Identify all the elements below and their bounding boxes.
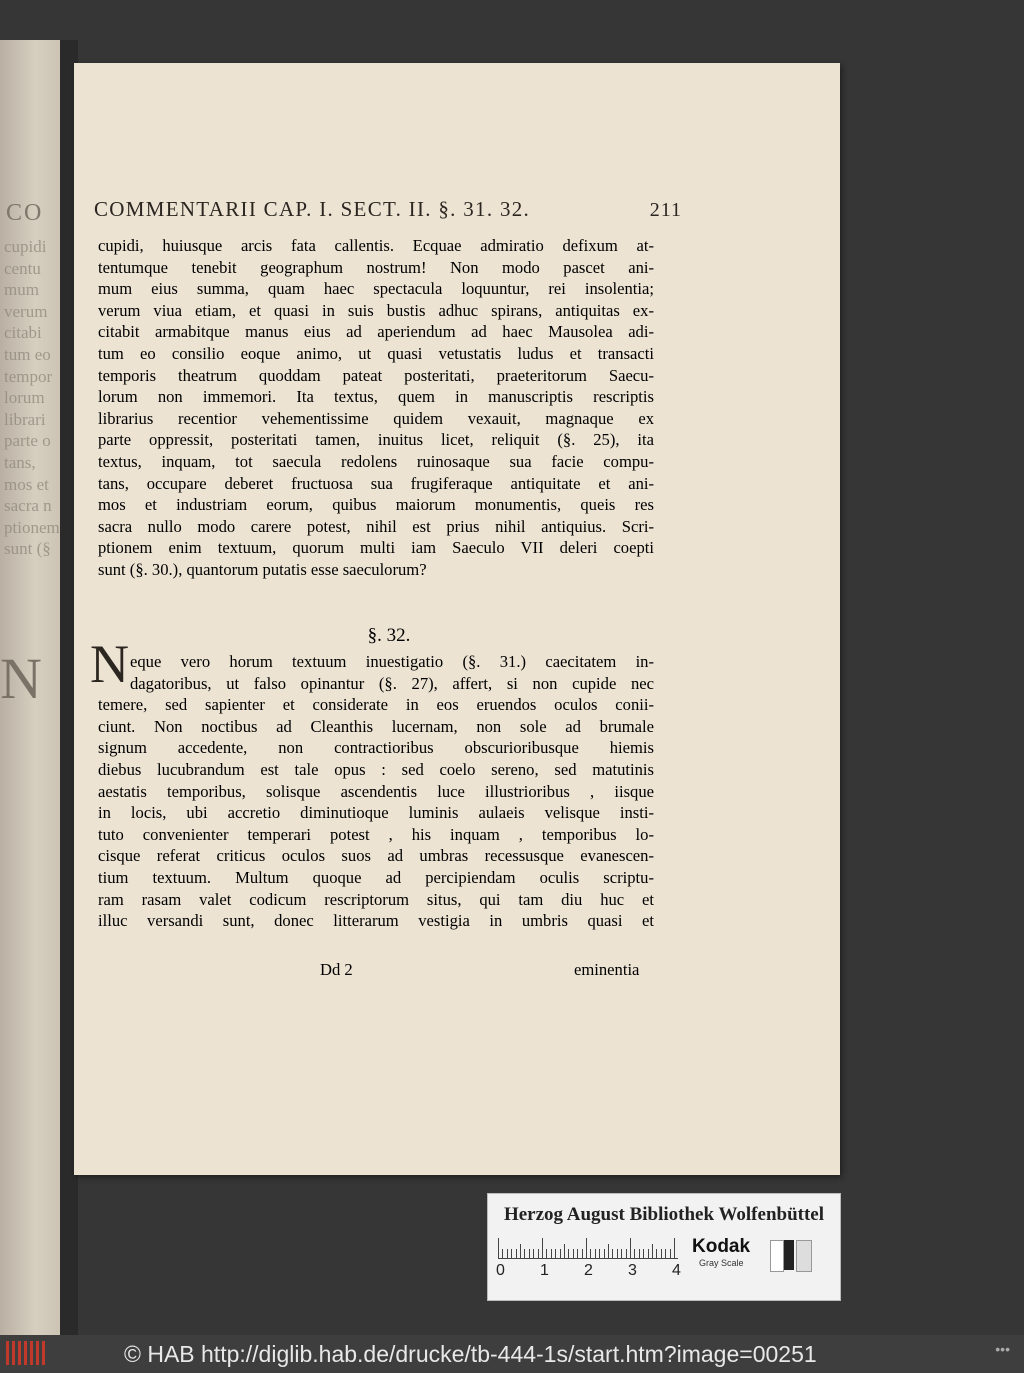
page-number: 211: [649, 199, 682, 221]
drop-cap: N: [90, 634, 129, 694]
facing-page-line: sunt (§: [4, 539, 51, 559]
gray-scale-label: Gray Scale: [699, 1258, 744, 1268]
library-name: Herzog August Bibliothek Wolfenbüttel: [503, 1204, 825, 1225]
color-reference-card: [487, 1193, 841, 1301]
gray-swatch: [796, 1240, 812, 1272]
text-line: citabit armabitque manus eius ad aperiendum ad haec Mausolea adi-: [98, 322, 654, 342]
text-line: temporis theatrum quoddam pateat posteritati, praeteritorum Saecu-: [98, 365, 654, 385]
text-line: diebus lucubrandum est tale opus : sed coelo sereno, sed matutinis: [98, 760, 654, 779]
hab-logo-icon: [6, 1339, 48, 1367]
facing-page-line: ptionem: [4, 517, 60, 537]
text-line: sunt (§. 30.), quantorum putatis esse saeculorum?: [98, 560, 427, 579]
ruler-label: 4: [672, 1262, 681, 1279]
facing-page-line: mos et: [4, 474, 49, 494]
text-line: cisque referat criticus oculos suos ad umbras recessusque evanescen-: [98, 846, 654, 866]
footer-bar: [0, 1335, 1024, 1373]
facing-page-line: cupidi: [4, 237, 47, 256]
ruler-label: 3: [628, 1262, 637, 1279]
text-line: mos et industriam eorum, quibus maiorum monumentis, queis res: [98, 495, 654, 515]
facing-page-line: mum: [4, 280, 39, 300]
text-line: textus, inquam, tot saecula redolens ruinosaque sua facie compu-: [98, 452, 654, 471]
text-line: tentumque tenebit geographum nostrum! Non modo pascet ani-: [98, 257, 654, 277]
facing-page-line: citabi: [4, 323, 42, 343]
more-icon[interactable]: •••: [995, 1341, 1010, 1357]
facing-page-line: tum eo: [4, 345, 51, 364]
text-line: temere, sed sapienter et considerate in eos eruendos oculos conii-: [98, 695, 654, 715]
facing-page-drop-cap: N: [0, 646, 42, 711]
running-title: COMMENTARII CAP. I. SECT. II. §. 31. 32.: [94, 197, 531, 221]
kodak-logo: Kodak: [692, 1236, 751, 1257]
facing-page-line: tempor: [4, 366, 53, 386]
book-page: [74, 63, 840, 1175]
text-line: lorum non immemori. Ita textus, quem in manuscriptis rescriptis: [98, 387, 654, 407]
ruler-label: 1: [540, 1262, 549, 1279]
text-line: cupidi, huiusque arcis fata callentis. Ecquae admiratio defixum at-: [98, 236, 654, 255]
white-swatch: [770, 1240, 784, 1272]
running-header: [94, 197, 682, 227]
catchword: eminentia: [574, 960, 640, 979]
signature-mark: Dd 2: [320, 960, 353, 979]
text-line: dagatoribus, ut falso opinantur (§. 27), affert, si non cupide nec: [130, 673, 654, 693]
facing-page-line: parte o: [4, 431, 51, 451]
text-line: tans, occupare deberet fructuosa sua frugiferaque antiquitate et ani-: [98, 473, 654, 493]
text-line: librarius recentior vehementissime quidem vexauit, magnaque ex: [98, 408, 654, 428]
ruler-label: 0: [496, 1262, 505, 1279]
text-line: parte oppressit, posteritati tamen, inuitus licet, reliquit (§. 25), ita: [98, 430, 654, 450]
ruler-label: 2: [584, 1262, 593, 1279]
facing-page-line: sacra n: [4, 496, 52, 516]
facing-page-line: verum: [4, 301, 48, 321]
text-line: mum eius summa, quam haec spectacula loquuntur, rei insolentia;: [98, 279, 654, 299]
text-line: tuto convenienter temperari potest , his inquam , temporibus lo-: [98, 824, 654, 844]
black-swatch: [784, 1240, 794, 1270]
ruler-labels: [496, 1262, 696, 1284]
scale-ruler: [498, 1238, 678, 1259]
text-line: eque vero horum textuum inuestigatio (§. 31.) caecitatem in-: [130, 652, 654, 671]
text-line: illuc versandi sunt, donec litterarum vestigia in umbris quasi et: [98, 911, 654, 931]
text-line: sacra nullo modo carere potest, nihil est prius nihil antiquius. Scri-: [98, 516, 654, 536]
text-line: signum accedente, non contractioribus obscurioribusque hiemis: [98, 738, 654, 758]
facing-page-line: librari: [4, 409, 46, 429]
section-heading: §. 32.: [367, 625, 411, 646]
source-url[interactable]: © HAB http://diglib.hab.de/drucke/tb-444-1s/start.htm?image=00251: [124, 1341, 817, 1367]
text-line: ciunt. Non noctibus ad Cleanthis lucernam, non sole ad brumale: [98, 716, 654, 736]
facing-page-edge: [0, 40, 64, 1335]
facing-page-line: tans,: [4, 453, 36, 472]
facing-page-line: centu: [4, 258, 41, 278]
facing-page-header: CO: [6, 200, 44, 226]
text-line: ptionem enim textuum, quorum multi iam Saeculo VII deleri coepti: [98, 538, 654, 558]
text-line: in locis, ubi accretio diminutioque luminis aulaeis velisque insti-: [98, 803, 654, 823]
text-line: tum eo consilio eoque animo, ut quasi vetustatis ludus et transacti: [98, 344, 654, 363]
text-line: verum viua etiam, et quasi in suis bustis adhuc spirans, antiquitas ex-: [98, 300, 654, 320]
text-line: tium textuum. Multum quoque ad percipiendam oculis scriptu-: [98, 868, 654, 887]
facing-page-line: lorum: [4, 388, 45, 408]
text-line: ram rasam valet codicum rescriptorum situs, qui tam diu huc et: [98, 889, 654, 909]
text-line: aestatis temporibus, solisque ascendentis luce illustrioribus , iisque: [98, 781, 654, 801]
